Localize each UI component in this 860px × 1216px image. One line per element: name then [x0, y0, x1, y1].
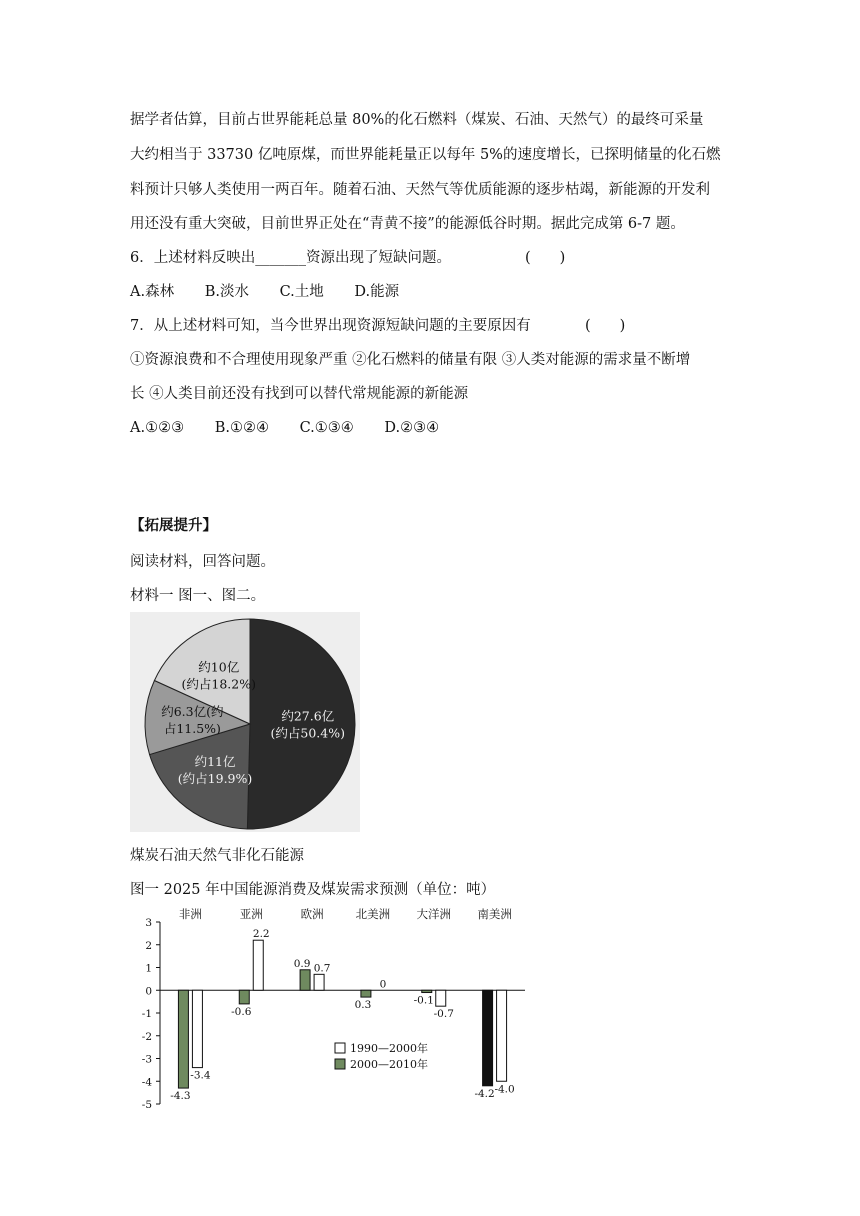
category-label: 欧洲: [300, 907, 324, 921]
pie-label-3-line1: 约10亿: [198, 659, 240, 675]
bar-2000-2010: [422, 990, 432, 992]
bar-2000-2010: [239, 990, 249, 1004]
option-c: C.土地: [279, 284, 324, 300]
passage-line-4: 用还没有重大突破，目前世界正处在“青黄不接”的能源低谷时期。据此完成第 6-7 题。: [130, 216, 685, 232]
bar-2000-2010: [178, 990, 188, 1088]
question-6-stem: 6．上述材料反映出_______资源出现了短缺问题。: [130, 250, 451, 266]
category-label: 大洋洲: [416, 907, 451, 921]
passage-line-3: 料预计只够人类使用一两百年。随着石油、天然气等优质能源的逐步枯竭，新能源的开发利: [130, 182, 710, 198]
pie-label-0-line1: 约27.6亿: [281, 708, 335, 724]
question-7-options: [130, 418, 465, 438]
bar-2000-2010: [300, 970, 310, 990]
question-6-options: [130, 282, 425, 302]
passage-line-1: 据学者估算，目前占世界能耗总量 80%的化石燃料（煤炭、石油、天然气）的最终可采量: [130, 112, 704, 128]
question-7-answer-bracket: ( ): [585, 318, 626, 334]
category-label: 南美洲: [477, 907, 512, 921]
bar-value-label: -4.2: [474, 1087, 495, 1100]
energy-pie-chart: [130, 612, 360, 832]
option-b: B.淡水: [204, 284, 249, 300]
question-7-stem: 7．从上述材料可知，当今世界出现资源短缺问题的主要原因有: [130, 318, 531, 334]
bar-1990-2000: [192, 990, 202, 1067]
option-c: C.①③④: [299, 420, 354, 436]
y-tick-label: 0: [145, 985, 152, 998]
bar-value-label: -0.1: [413, 994, 434, 1007]
y-tick-label: 1: [145, 962, 152, 975]
continent-bar-chart: [130, 906, 550, 1111]
section-intro: 阅读材料，回答问题。: [130, 554, 275, 570]
bar-1990-2000: [436, 990, 446, 1006]
question-7-statements-line-1: ①资源浪费和不合理使用现象严重 ②化石燃料的储量有限 ③人类对能源的需求量不断增: [130, 352, 691, 368]
pie-label-3-line2: (约占18.2%): [181, 676, 256, 692]
option-d: D.能源: [354, 284, 400, 300]
section-heading: 【拓展提升】: [130, 517, 217, 534]
bar-value-label: 0: [379, 978, 387, 991]
legend-label: 1990—2000年: [350, 1042, 428, 1055]
bar-value-label: 0.9: [293, 957, 311, 970]
bar-1990-2000: [497, 990, 507, 1081]
legend-swatch: [335, 1043, 345, 1053]
bar-value-label: -3.4: [190, 1069, 211, 1082]
bar-value-label: -0.6: [231, 1005, 252, 1018]
pie-legend-line: 煤炭石油天然气非化石能源: [130, 848, 304, 864]
y-tick-label: 2: [145, 939, 152, 952]
bar-value-label: 0.7: [313, 962, 331, 975]
question-6-answer-bracket: ( ): [525, 250, 566, 266]
bar-2000-2010: [483, 990, 493, 1086]
bar-value-label: 2.2: [252, 928, 270, 941]
y-tick-label: 3: [145, 917, 152, 929]
legend-swatch: [335, 1059, 345, 1069]
pie-label-2-line2: 占11.5%): [163, 721, 221, 737]
material-one-label: 材料一 图一、图二。: [130, 588, 266, 604]
y-tick-label: -1: [141, 1008, 152, 1020]
category-label: 北美洲: [355, 907, 391, 921]
bar-1990-2000: [253, 940, 263, 990]
bar-2000-2010: [361, 990, 371, 997]
y-tick-label: -3: [141, 1053, 152, 1066]
category-label: 亚洲: [239, 907, 263, 921]
bar-1990-2000: [314, 974, 324, 990]
category-label: 非洲: [178, 907, 202, 921]
option-d: D.②③④: [384, 420, 440, 436]
y-tick-label: -5: [141, 1099, 152, 1111]
question-6: [130, 248, 566, 268]
y-tick-label: -2: [141, 1030, 152, 1043]
bar-value-label: 0.3: [354, 999, 372, 1012]
bar-value-label: -4.0: [494, 1083, 515, 1096]
option-a: A.森林: [130, 284, 175, 300]
pie-label-1-line2: (约占19.9%): [177, 770, 253, 786]
passage-line-2: 大约相当于 33730 亿吨原煤，而世界能耗量正以每年 5%的速度增长，已探明储量的化石燃: [130, 147, 721, 163]
figure-one-caption: 图一 2025 年中国能源消费及煤炭需求预测（单位：吨）: [130, 882, 496, 898]
question-7-statements-line-2: 长 ④人类目前还没有找到可以替代常规能源的新能源: [130, 386, 469, 402]
pie-label-1-line1: 约11亿: [194, 753, 236, 769]
option-b: B.①②④: [214, 420, 269, 436]
y-tick-label: -4: [141, 1076, 152, 1089]
bar-value-label: -4.3: [170, 1090, 191, 1103]
option-a: A.①②③: [130, 420, 185, 436]
pie-label-0-line2: (约占50.4%): [270, 725, 345, 741]
legend-label: 2000—2010年: [350, 1058, 428, 1071]
question-7: [130, 316, 626, 336]
pie-label-2-line1: 约6.3亿(约: [161, 704, 224, 720]
bar-value-label: -0.7: [433, 1008, 454, 1021]
